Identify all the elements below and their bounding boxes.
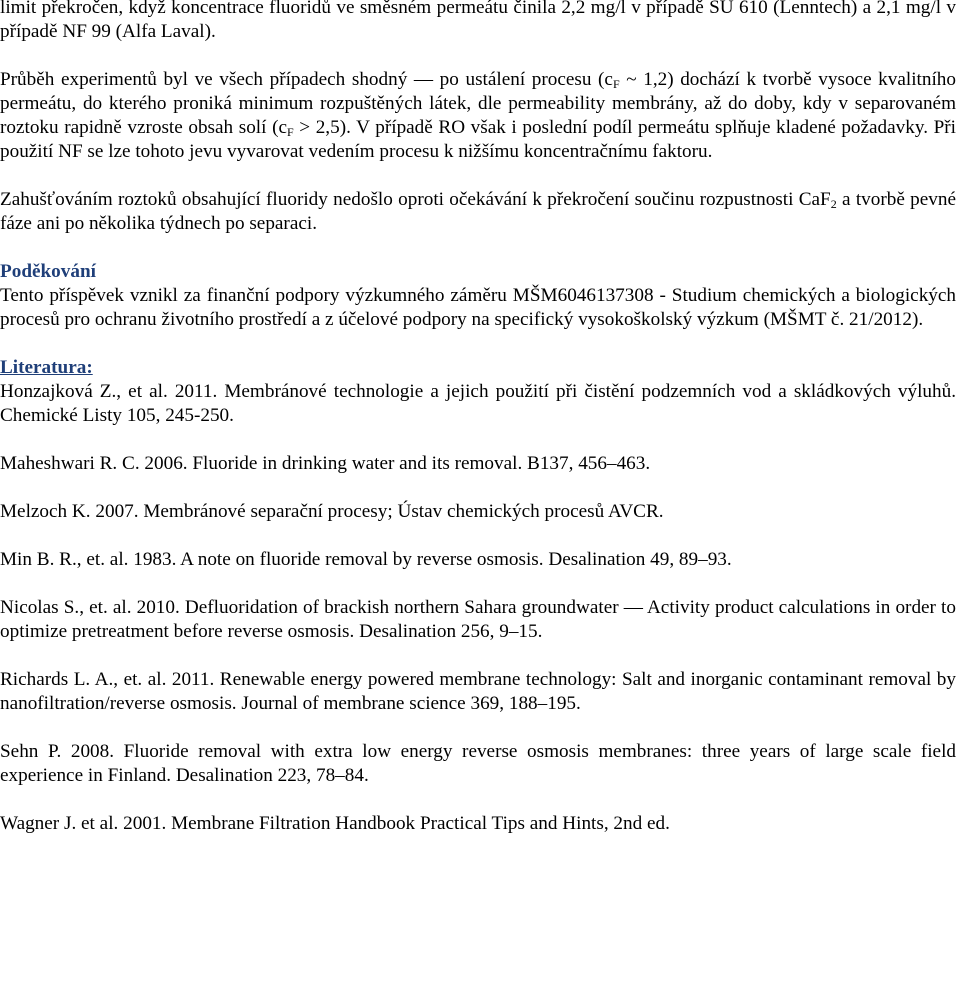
subscript: 2 bbox=[830, 197, 837, 211]
paragraph-fluoride-limit: limit překročen, když koncentrace fluoridů ve směsném permeátu činila 2,2 mg/l v případě SU 610 (Lenntech) a 2,1 mg/l v případě NF 99 (Alfa Laval). bbox=[0, 0, 956, 42]
text-run: a tvorbě pevné fáze ani po několika týdnech po separaci. bbox=[0, 189, 956, 234]
reference-item: Sehn P. 2008. Fluoride removal with extra low energy reverse osmosis membranes: three years of large scale field experience in Finland. Desalination 223, 78–84. bbox=[0, 741, 956, 786]
paragraph-concentration bbox=[0, 188, 956, 236]
reference-item: Nicolas S., et. al. 2010. Defluoridation of brackish northern Sahara groundwater ― Activity product calculations in order to optimize pretreatment before reverse osmosis. Desalination 256, 9–15. bbox=[0, 597, 956, 642]
acknowledgement-text: Tento příspěvek vznikl za finanční podpory výzkumného záměru MŠM6046137308 - Studium chemických a biologických procesů pro ochranu životního prostředí a z účelové podpory na specifický vysokoškolský výzkum (MŠMT č. 21/2012). bbox=[0, 285, 956, 330]
text-run: > 2,5). V případě RO však i poslední podíl permeátu splňuje kladené požadavky. Při použití NF se lze tohoto jevu vyvarovat vedením procesu k nižšímu koncentračnímu faktoru. bbox=[0, 117, 956, 162]
subscript: F bbox=[612, 77, 620, 91]
reference-item: Melzoch K. 2007. Membránové separační procesy; Ústav chemických procesů AVCR. bbox=[0, 501, 664, 522]
text-run: Průběh experimentů byl ve všech případech shodný ― po ustálení procesu (c bbox=[0, 69, 613, 90]
reference-item: Min B. R., et. al. 1983. A note on fluoride removal by reverse osmosis. Desalination 49, 89–93. bbox=[0, 549, 732, 570]
reference-item: Richards L. A., et. al. 2011. Renewable energy powered membrane technology: Salt and inorganic contaminant removal by nanofiltration/reverse osmosis. Journal of membrane science 369, 188–195. bbox=[0, 669, 956, 714]
subscript: F bbox=[286, 125, 294, 139]
paragraph-experiment-course bbox=[0, 68, 956, 164]
reference-item: Wagner J. et al. 2001. Membrane Filtration Handbook Practical Tips and Hints, 2nd ed. bbox=[0, 813, 670, 834]
reference-item: Honzajková Z., et al. 2011. Membránové technologie a jejich použití při čistění podzemních vod a skládkových výluhů. Chemické Listy 105, 245-250. bbox=[0, 381, 956, 426]
acknowledgement-heading: Poděkování bbox=[0, 261, 96, 282]
reference-item: Maheshwari R. C. 2006. Fluoride in drinking water and its removal. B137, 456–463. bbox=[0, 453, 651, 474]
text-run: Zahušťováním roztoků obsahující fluoridy nedošlo oproti očekávání k překročení součinu rozpustnosti CaF bbox=[0, 189, 831, 210]
literature-heading: Literatura: bbox=[0, 357, 93, 378]
text-run: ~ 1,2) dochází k tvorbě vysoce kvalitního permeátu, do kterého proniká minimum rozpuštěných látek, dle permeability membrány, až do doby, kdy v separovaném roztoku rapidně vzroste obsah solí (c bbox=[0, 69, 956, 138]
